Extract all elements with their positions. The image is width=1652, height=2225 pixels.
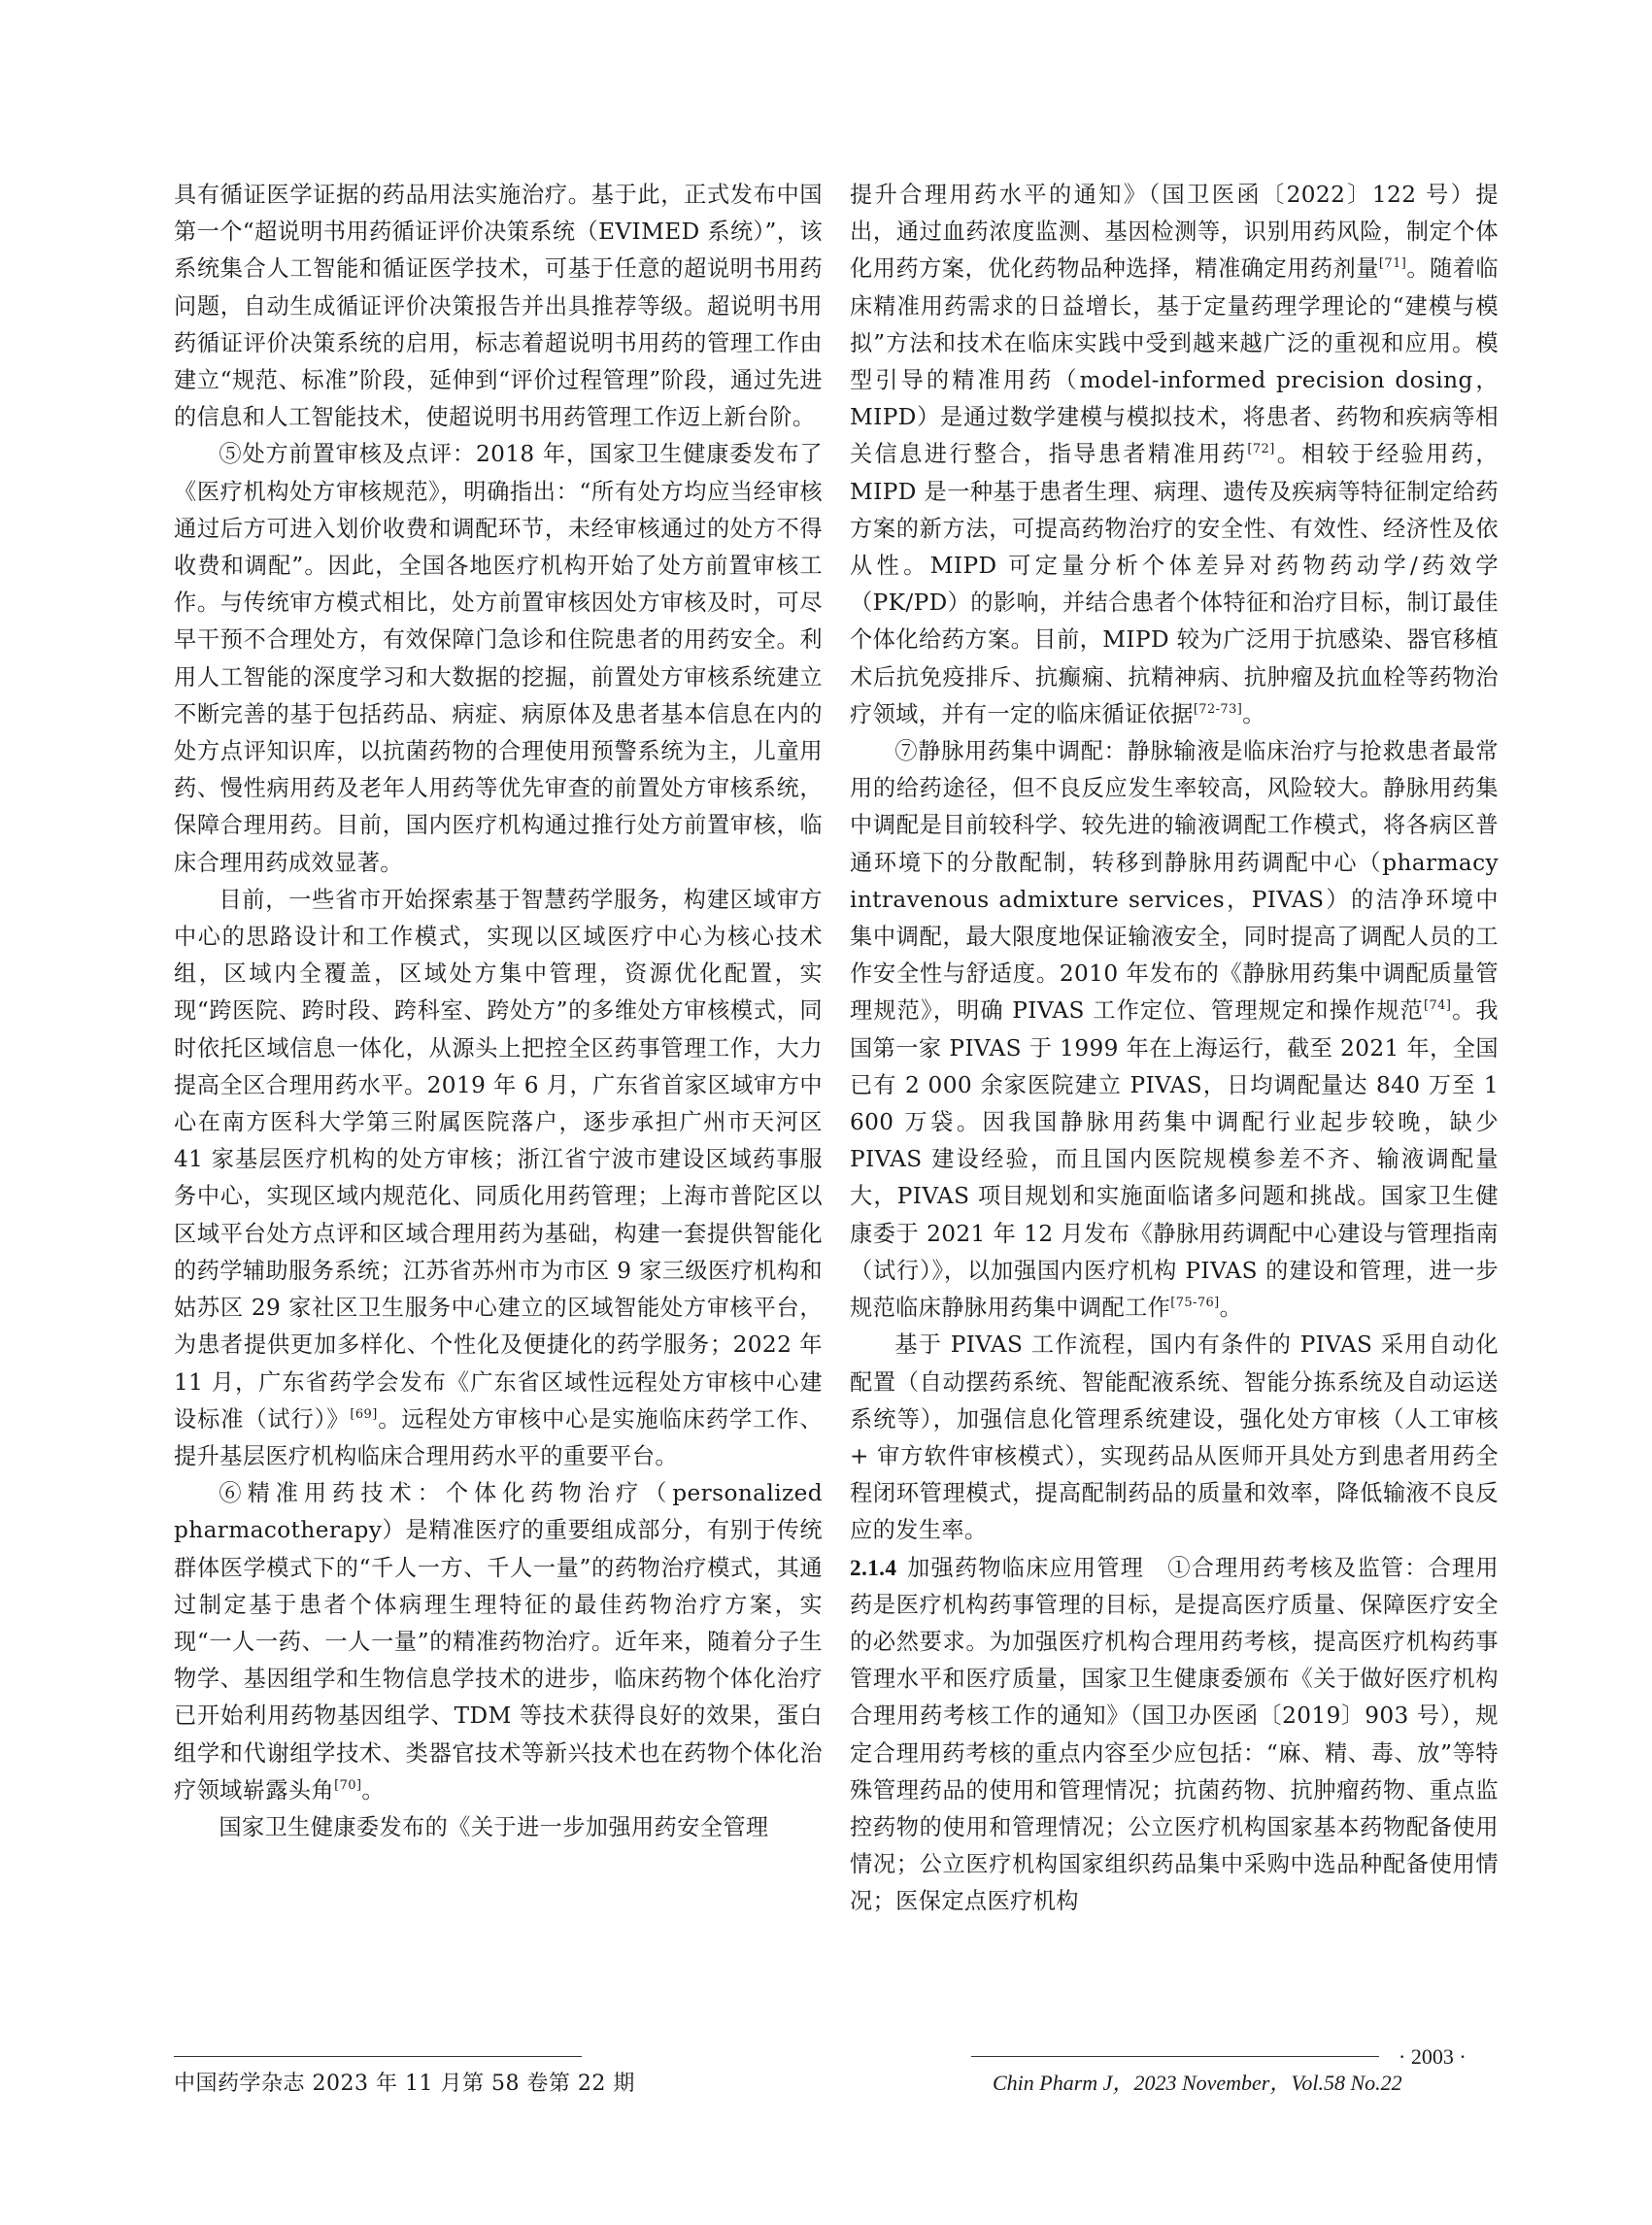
- paragraph: [850, 733, 1499, 1327]
- paragraph-text: 。我国第一家 PIVAS 于 1999 年在上海运行，截至 2021 年，全国已有 2 000 余家医院建立 PIVAS，日均调配量达 840 万至 1 600 万袋。因我国静脉用药集中调配行业起步较晚，缺少 PIVAS 建设经验，而且国内医院规模参差不齐、输液调配量大，PIVAS 项目规划和实施面临诸多问题和挑战。国家卫生健康委于 2021 年 12 月发布《静脉用药调配中心建设与管理指南（试行）》，以加强国内医疗机构 PIVAS 的建设和管理，进一步规范临床静脉用药集中调配工作: [850, 997, 1499, 1322]
- citation: [72]: [1247, 442, 1275, 457]
- paragraph-text: 。: [1219, 1295, 1243, 1322]
- footer-rule: [174, 2056, 582, 2057]
- paragraph: 基于 PIVAS 工作流程，国内有条件的 PIVAS 采用自动化配置（自动摆药系统、智能配液系统、智能分拣系统及自动运送系统等），加强信息化管理系统建设，强化处方审核（人工审核 + 审方软件审核模式），实现药品从医师开具处方到患者用药全程闭环管理模式，提高配制药品的质量和效率，降低输液不良反应的发生率。: [850, 1332, 1499, 1544]
- citation: [72-73]: [1193, 701, 1243, 717]
- paragraph-text: 。: [1242, 700, 1265, 727]
- paragraph-text: 加强药物临床应用管理 ①合理用药考核及监管：合理用药是医疗机构药事管理的目标，是提高医疗质量、保障医疗安全的必然要求。为加强医疗机构合理用药考核，提高医疗机构药事管理水平和医疗质量，国家卫生健康委颁布《关于做好医疗机构合理用药考核工作的通知》（国卫办医函〔2019〕903 号），规定合理用药考核的重点内容至少应包括：“麻、精、毒、放”等特殊管理药品的使用和管理情况；抗菌药物、抗肿瘤药物、重点监控药物的使用和管理情况；公立医疗机构国家基本药物配备使用情况；公立医疗机构国家组织药品集中采购中选品种配备使用情况；医保定点医疗机构: [850, 1554, 1499, 1915]
- page-number: · 2003 ·: [1399, 2044, 1467, 2069]
- paragraph-text: ⑦静脉用药集中调配：静脉输液是临床治疗与抢救患者最常用的给药途径，但不良反应发生率较高，风险较大。静脉用药集中调配是目前较科学、较先进的输液调配工作模式，将各病区普通环境下的分散配制，转移到静脉用药调配中心（pharmacy intravenous admixture services，PIVAS）的洁净环境中集中调配，最大限度地保证输液安全，同时提高了调配人员的工作安全性与舒适度。2010 年发布的《静脉用药集中调配质量管理规范》，明确 PIVAS 工作定位、管理规定和操作规范: [850, 738, 1499, 1025]
- paragraph-text: 。远程处方审核中心是实施临床药学工作、提升基层医疗机构临床合理用药水平的重要平台。: [174, 1405, 823, 1469]
- paragraph: 国家卫生健康委发布的《关于进一步加强用药安全管理: [219, 1813, 769, 1840]
- paragraph-text: ⑥精准用药技术：个体化药物治疗（personalized pharmacotherapy）是精准医疗的重要组成部分，有别于传统群体医学模式下的“千人一方、千人一量”的药物治疗模式，其通过制定基于患者个体病理生理特征的最佳药物治疗方案，实现“一人一药、一人一量”的精准药物治疗。近年来，随着分子生物学、基因组学和生物信息学技术的进步，临床药物个体化治疗已开始利用药物基因组学、TDM 等技术获得良好的效果，蛋白组学和代谢组学技术、类器官技术等新兴技术也在药物个体化治疗领域崭露头角: [174, 1480, 823, 1804]
- paragraph: [850, 1550, 1499, 1921]
- journal-footer-en: Chin Pharm J，2023 November，Vol.58 No.22: [993, 2071, 1402, 2095]
- footer-rule: [971, 2056, 1379, 2057]
- right-column: [850, 177, 1499, 1921]
- paragraph-text: 。随着临床精准用药需求的日益增长，基于定量药理学理论的“建模与模拟”方法和技术在临床实践中受到越来越广泛的重视和应用。模型引导的精准用药（model-informed precision dosing，MIPD）是通过数学建模与模拟技术，将患者、药物和疾病等相关信息进行整合，指导患者精准用药: [850, 255, 1499, 468]
- journal-footer-cn: 中国药学杂志 2023 年 11 月第 58 卷第 22 期: [174, 2072, 635, 2096]
- paragraph-text: 目前，一些省市开始探索基于智慧药学服务，构建区域审方中心的思路设计和工作模式，实现以区域医疗中心为核心技术组，区域内全覆盖，区域处方集中管理，资源优化配置，实现“跨医院、跨时段、跨科室、跨处方”的多维处方审核模式，同时依托区域信息一体化，从源头上把控全区药事管理工作，大力提高全区合理用药水平。2019 年 6 月，广东省首家区域审方中心在南方医科大学第三附属医院落户，逐步承担广州市天河区 41 家基层医疗机构的处方审核；浙江省宁波市建设区域药事服务中心，实现区域内规范化、同质化用药管理；上海市普陀区以区域平台处方点评和区域合理用药为基础，构建一套提供智能化的药学辅助服务系统；江苏省苏州市为市区 9 家三级医疗机构和姑苏区 29 家社区卫生服务中心建立的区域智能处方审核平台，为患者提供更加多样化、个性化及便捷化的药学服务；2022 年 11 月，广东省药学会发布《广东省区域性远程处方审核中心建设标准（试行）》: [174, 886, 823, 1433]
- paragraph-text: 。: [361, 1776, 386, 1804]
- paragraph: [850, 177, 1499, 733]
- paragraph-text: 。相较于经验用药，MIPD 是一种基于患者生理、病理、遗传及疾病等特征制定给药方案的新方法，可提高药物治疗的安全性、有效性、经济性及依从性。MIPD 可定量分析个体差异对药物药动学/药效学（PK/PD）的影响，并结合患者个体特征和治疗目标，制订最佳个体化给药方案。目前，MIPD 较为广泛用于抗感染、器官移植术后抗免疫排斥、抗癫痫、抗精神病、抗肿瘤及抗血栓等药物治疗领域，并有一定的临床循证依据: [850, 441, 1499, 727]
- citation: [71]: [1378, 256, 1407, 272]
- left-column: [174, 177, 823, 1846]
- paragraph-text: 提升合理用药水平的通知》（国卫医函〔2022〕122 号）提出，通过血药浓度监测、基因检测等，识别用药风险，制定个体化用药方案，优化药物品种选择，精准确定用药剂量: [850, 182, 1499, 283]
- citation: [69]: [350, 1406, 378, 1422]
- citation: [75-76]: [1170, 1296, 1220, 1311]
- citation: [74]: [1424, 998, 1452, 1014]
- paragraph: [174, 882, 823, 1475]
- section-number: 2.1.4: [850, 1555, 897, 1581]
- paragraph: [174, 1475, 823, 1809]
- paragraph: ⑤处方前置审核及点评：2018 年，国家卫生健康委发布了《医疗机构处方审核规范》，明确指出：“所有处方均应当经审核通过后方可进入划价收费和调配环节，未经审核通过的处方不得收费和调配”。因此，全国各地医疗机构开始了处方前置审核工作。与传统审方模式相比，处方前置审核因处方审核及时，可尽早干预不合理处方，有效保障门急诊和住院患者的用药安全。利用人工智能的深度学习和大数据的挖掘，前置处方审核系统建立不断完善的基于包括药品、病症、病原体及患者基本信息在内的处方点评知识库，以抗菌药物的合理使用预警系统为主，儿童用药、慢性病用药及老年人用药等优先审查的前置处方审核系统，保障合理用药。目前，国内医疗机构通过推行处方前置审核，临床合理用药成效显著。: [174, 441, 823, 876]
- paragraph: 具有循证医学证据的药品用法实施治疗。基于此，正式发布中国第一个“超说明书用药循证评价决策系统（EVIMED 系统）”，该系统集合人工智能和循证医学技术，可基于任意的超说明书用药问题，自动生成循证评价决策报告并出具推荐等级。超说明书用药循证评价决策系统的启用，标志着超说明书用药的管理工作由建立“规范、标准”阶段，延伸到“评价过程管理”阶段，通过先进的信息和人工智能技术，使超说明书用药管理工作迈上新台阶。: [174, 182, 823, 431]
- citation: [70]: [334, 1777, 362, 1793]
